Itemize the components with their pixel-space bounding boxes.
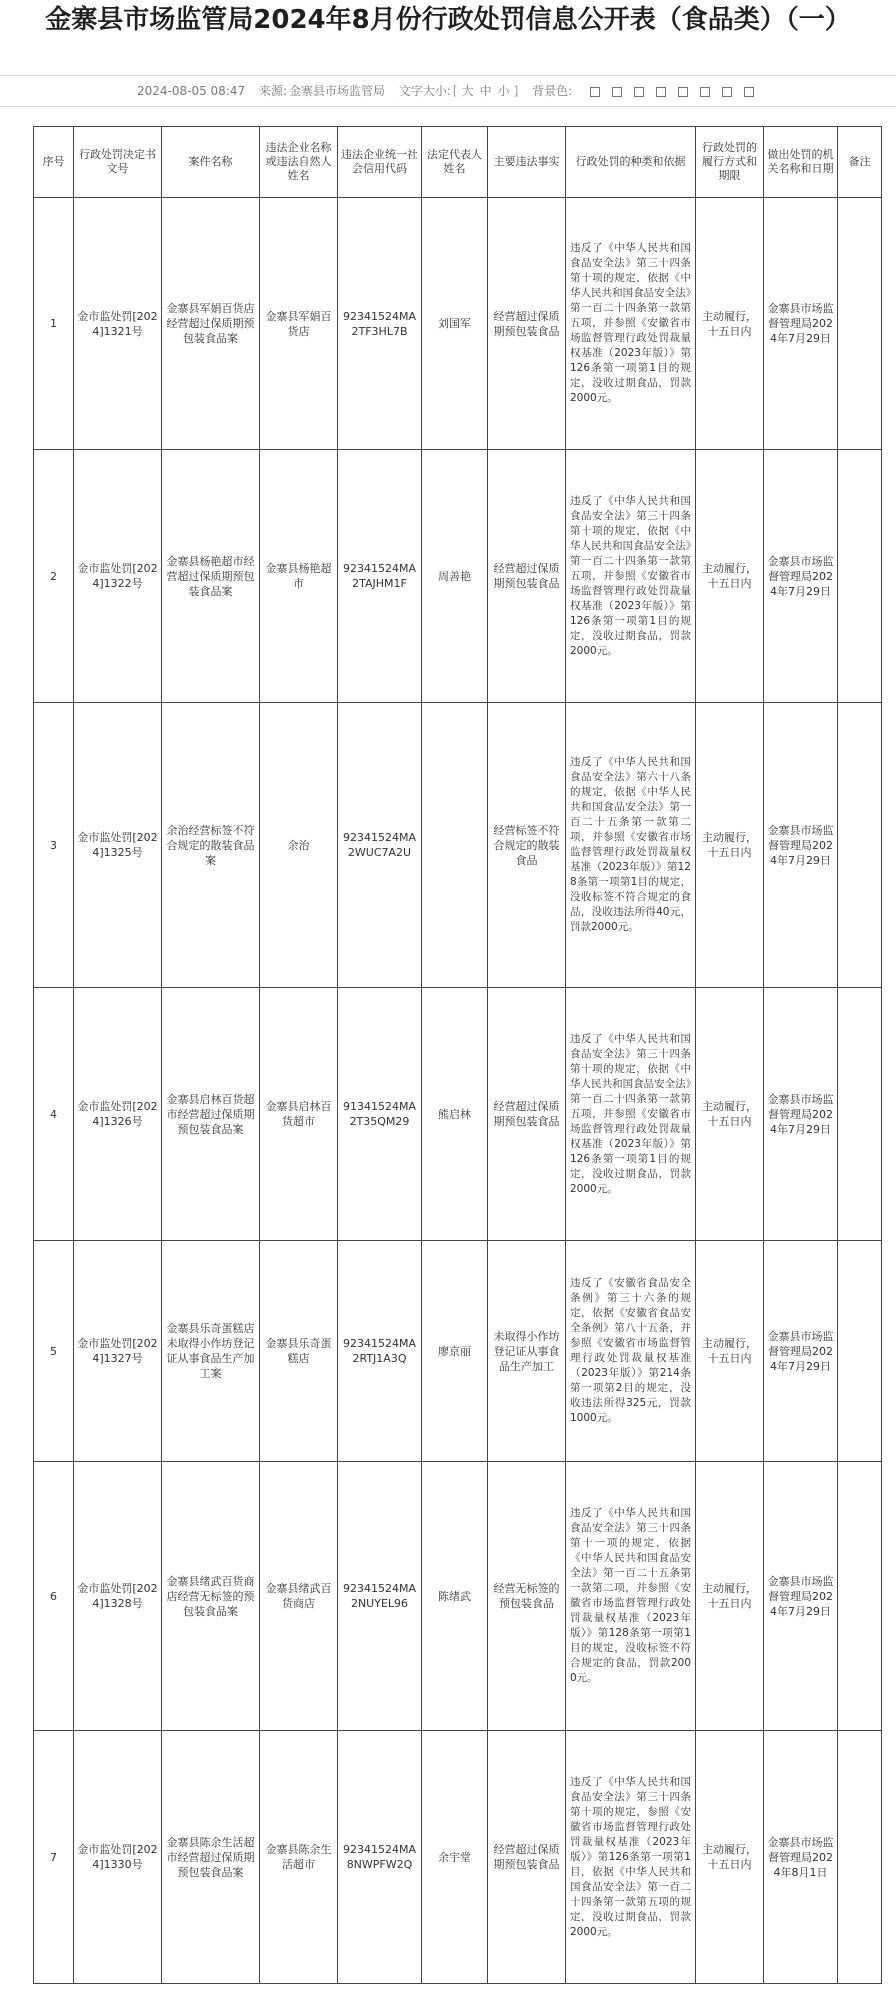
- bg-swatch-8[interactable]: [744, 87, 754, 97]
- table-row: [34, 1241, 882, 1462]
- bg-swatch-4[interactable]: [656, 87, 666, 97]
- header-method: 行政处罚的履行方式和期限: [696, 127, 764, 198]
- bg-swatch-7[interactable]: [722, 87, 732, 97]
- cell-method: 主动履行，十五日内: [696, 1731, 764, 1984]
- bg-swatch-5[interactable]: [678, 87, 688, 97]
- cell-fact: 经营超过保质期预包装食品: [488, 198, 566, 450]
- font-size-bracket-open: [: [452, 84, 458, 98]
- cell-basis: 违反了《中华人民共和国食品安全法》第三十四条第十一项的规定，依据《中华人民共和国食品安全法》第一百二十五条第一款第二项，并参照《安徽省市场监督管理行政处罚裁量权基准（2023年版）》第128条第一项第1目的规定，没收标签不符合规定的食品，罚款2000元。: [566, 1462, 696, 1731]
- cell-case: 金寨县乐奇蛋糕店未取得小作坊登记证从事食品生产加工案: [162, 1241, 260, 1462]
- header-org: 做出处罚的机关名称和日期: [764, 127, 838, 198]
- cell-doc: 金市监处罚[2024]1328号: [74, 1462, 162, 1731]
- cell-rep: [422, 703, 488, 988]
- cell-entity: 余治: [260, 703, 338, 988]
- bg-swatch-3[interactable]: [634, 87, 644, 97]
- cell-method: 主动履行，十五日内: [696, 1462, 764, 1731]
- font-size-bracket-close: ]: [513, 84, 519, 98]
- article-meta-bar: [0, 75, 896, 107]
- header-row: [34, 127, 882, 198]
- table-row: [34, 198, 882, 450]
- cell-entity: 金寨县启林百货超市: [260, 988, 338, 1241]
- cell-doc: 金市监处罚[2024]1326号: [74, 988, 162, 1241]
- cell-note: [838, 1462, 882, 1731]
- cell-note: [838, 198, 882, 450]
- cell-no: 2: [34, 450, 74, 703]
- cell-doc: 金市监处罚[2024]1330号: [74, 1731, 162, 1984]
- header-rep: 法定代表人姓名: [422, 127, 488, 198]
- cell-case: 余治经营标签不符合规定的散装食品案: [162, 703, 260, 988]
- cell-note: [838, 1241, 882, 1462]
- header-entity: 违法企业名称或违法自然人姓名: [260, 127, 338, 198]
- cell-method: 主动履行，十五日内: [696, 450, 764, 703]
- cell-basis: 违反了《中华人民共和国食品安全法》第三十四条第十项的规定，依据《中华人民共和国食品安全法》第一百二十四条第一款第五项，并参照《安徽省市场监督管理行政处罚裁量权基准（2023年版）》第126条第一项第1目的规定，没收过期食品，罚款2000元。: [566, 988, 696, 1241]
- header-note: 备注: [838, 127, 882, 198]
- cell-doc: 金市监处罚[2024]1325号: [74, 703, 162, 988]
- cell-fact: 经营超过保质期预包装食品: [488, 988, 566, 1241]
- cell-rep: 廖京丽: [422, 1241, 488, 1462]
- cell-case: 金寨县陈余生活超市经营超过保质期预包装食品案: [162, 1731, 260, 1984]
- cell-note: [838, 703, 882, 988]
- cell-code: 92341524MA2TF3HL7B: [338, 198, 422, 450]
- cell-case: 金寨县启林百货超市经营超过保质期预包装食品案: [162, 988, 260, 1241]
- cell-code: 92341524MA8NWPFW2Q: [338, 1731, 422, 1984]
- cell-case: 金寨县绪武百货商店经营无标签的预包装食品案: [162, 1462, 260, 1731]
- cell-rep: 周善艳: [422, 450, 488, 703]
- table-row: [34, 703, 882, 988]
- table-row: [34, 1731, 882, 1984]
- cell-code: 92341524MA2TAJHM1F: [338, 450, 422, 703]
- cell-doc: 金市监处罚[2024]1327号: [74, 1241, 162, 1462]
- cell-doc: 金市监处罚[2024]1321号: [74, 198, 162, 450]
- page-title: 金寨县市场监管局2024年8月份行政处罚信息公开表（食品类）（一）: [45, 5, 851, 35]
- cell-method: 主动履行，十五日内: [696, 703, 764, 988]
- cell-rep: 刘国军: [422, 198, 488, 450]
- font-size-large-button[interactable]: 大: [461, 84, 474, 98]
- bg-swatch-1[interactable]: [590, 87, 600, 97]
- font-size-label: 文字大小:: [398, 84, 451, 98]
- cell-entity: 金寨县乐奇蛋糕店: [260, 1241, 338, 1462]
- cell-fact: 未取得小作坊登记证从事食品生产加工: [488, 1241, 566, 1462]
- header-code: 违法企业统一社会信用代码: [338, 127, 422, 198]
- cell-no: 3: [34, 703, 74, 988]
- font-size-small-button[interactable]: 小: [497, 84, 510, 98]
- cell-entity: 金寨县绪武百货商店: [260, 1462, 338, 1731]
- font-size-medium-button[interactable]: 中: [479, 84, 492, 98]
- publish-date: 2024-08-05 08:47: [136, 84, 246, 98]
- cell-fact: 经营超过保质期预包装食品: [488, 450, 566, 703]
- header-no: 序号: [34, 127, 74, 198]
- table-body: [34, 198, 882, 1984]
- cell-org: 金寨县市场监督管理局2024年7月29日: [764, 198, 838, 450]
- cell-method: 主动履行，十五日内: [696, 198, 764, 450]
- cell-org: 金寨县市场监督管理局2024年7月29日: [764, 988, 838, 1241]
- cell-basis: 违反了《中华人民共和国食品安全法》第三十四条第十项的规定，依据《中华人民共和国食品安全法》第一百二十四条第一款第五项，并参照《安徽省市场监督管理行政处罚裁量权基准（2023年版）》第126条第一项第1目的规定，没收过期食品，罚款2000元。: [566, 450, 696, 703]
- cell-method: 主动履行，十五日内: [696, 988, 764, 1241]
- cell-no: 6: [34, 1462, 74, 1731]
- cell-org: 金寨县市场监督管理局2024年8月1日: [764, 1731, 838, 1984]
- bg-swatch-2[interactable]: [612, 87, 622, 97]
- cell-no: 7: [34, 1731, 74, 1984]
- cell-code: 91341524MA2T35QM29: [338, 988, 422, 1241]
- cell-method: 主动履行，十五日内: [696, 1241, 764, 1462]
- cell-case: 金寨县杨艳超市经营超过保质期预包装食品案: [162, 450, 260, 703]
- cell-rep: 陈绪武: [422, 1462, 488, 1731]
- cell-basis: 违反了《中华人民共和国食品安全法》第六十八条的规定，依据《中华人民共和国食品安全法》第一百二十五条第一款第二项，并参照《安徽省市场监督管理行政处罚裁量权基准（2023年版）》第128条第一项第1目的规定，没收标签不符合规定的食品，没收违法所得40元，罚款2000元。: [566, 703, 696, 988]
- article-meta: [127, 82, 756, 100]
- cell-basis: 违反了《中华人民共和国食品安全法》第三十四条第十项的规定，参照《安徽省市场监督管理行政处罚裁量权基准（2023年版）》第126条第一项第1目，依据《中华人民共和国食品安全法》第一百二十四条第一款第五项的规定，没收过期食品，罚款2000元。: [566, 1731, 696, 1984]
- header-basis: 行政处罚的种类和依据: [566, 127, 696, 198]
- header-doc: 行政处罚决定书文号: [74, 127, 162, 198]
- cell-fact: 经营标签不符合规定的散装食品: [488, 703, 566, 988]
- cell-note: [838, 988, 882, 1241]
- cell-org: 金寨县市场监督管理局2024年7月29日: [764, 1462, 838, 1731]
- cell-entity: 金寨县陈余生活超市: [260, 1731, 338, 1984]
- cell-code: 92341524MA2WUC7A2U: [338, 703, 422, 988]
- cell-entity: 金寨县军娟百货店: [260, 198, 338, 450]
- header-fact: 主要违法事实: [488, 127, 566, 198]
- cell-doc: 金市监处罚[2024]1322号: [74, 450, 162, 703]
- bg-swatch-6[interactable]: [700, 87, 710, 97]
- table-row: [34, 450, 882, 703]
- cell-org: 金寨县市场监督管理局2024年7月29日: [764, 1241, 838, 1462]
- cell-no: 5: [34, 1241, 74, 1462]
- header-case: 案件名称: [162, 127, 260, 198]
- cell-no: 4: [34, 988, 74, 1241]
- table-row: [34, 1462, 882, 1731]
- cell-rep: 熊启林: [422, 988, 488, 1241]
- cell-note: [838, 1731, 882, 1984]
- cell-code: 92341524MA2RTJ1A3Q: [338, 1241, 422, 1462]
- cell-entity: 金寨县杨艳超市: [260, 450, 338, 703]
- cell-rep: 余宇堂: [422, 1731, 488, 1984]
- cell-case: 金寨县军娟百货店经营超过保质期预包装食品案: [162, 198, 260, 450]
- source-label: 来源:: [258, 84, 287, 98]
- cell-basis: 违反了《中华人民共和国食品安全法》第三十四条第十项的规定，依据《中华人民共和国食品安全法》第一百二十四条第一款第五项，并参照《安徽省市场监督管理行政处罚裁量权基准（2023年版）》第126条第一项第1目的规定，没收过期食品，罚款2000元。: [566, 198, 696, 450]
- cell-note: [838, 450, 882, 703]
- cell-no: 1: [34, 198, 74, 450]
- table-row: [34, 988, 882, 1241]
- cell-basis: 违反了《安徽省食品安全条例》第三十六条的规定，依据《安徽省食品安全条例》第八十五条，并参照《安徽省市场监督管理行政处罚裁量权基准（2023年版）》第214条第一项第2目的规定，没收违法所得325元，罚款1000元。: [566, 1241, 696, 1462]
- cell-code: 92341524MA2NUYEL96: [338, 1462, 422, 1731]
- cell-fact: 经营无标签的预包装食品: [488, 1462, 566, 1731]
- bg-color-swatches: [580, 86, 756, 100]
- cell-org: 金寨县市场监督管理局2024年7月29日: [764, 450, 838, 703]
- bg-color-label: 背景色:: [532, 84, 573, 98]
- cell-org: 金寨县市场监督管理局2024年7月29日: [764, 703, 838, 988]
- penalty-table: [33, 126, 882, 1984]
- source-name: 金寨县市场监管局: [288, 84, 385, 98]
- cell-fact: 经营超过保质期预包装食品: [488, 1731, 566, 1984]
- table-header: [34, 127, 882, 198]
